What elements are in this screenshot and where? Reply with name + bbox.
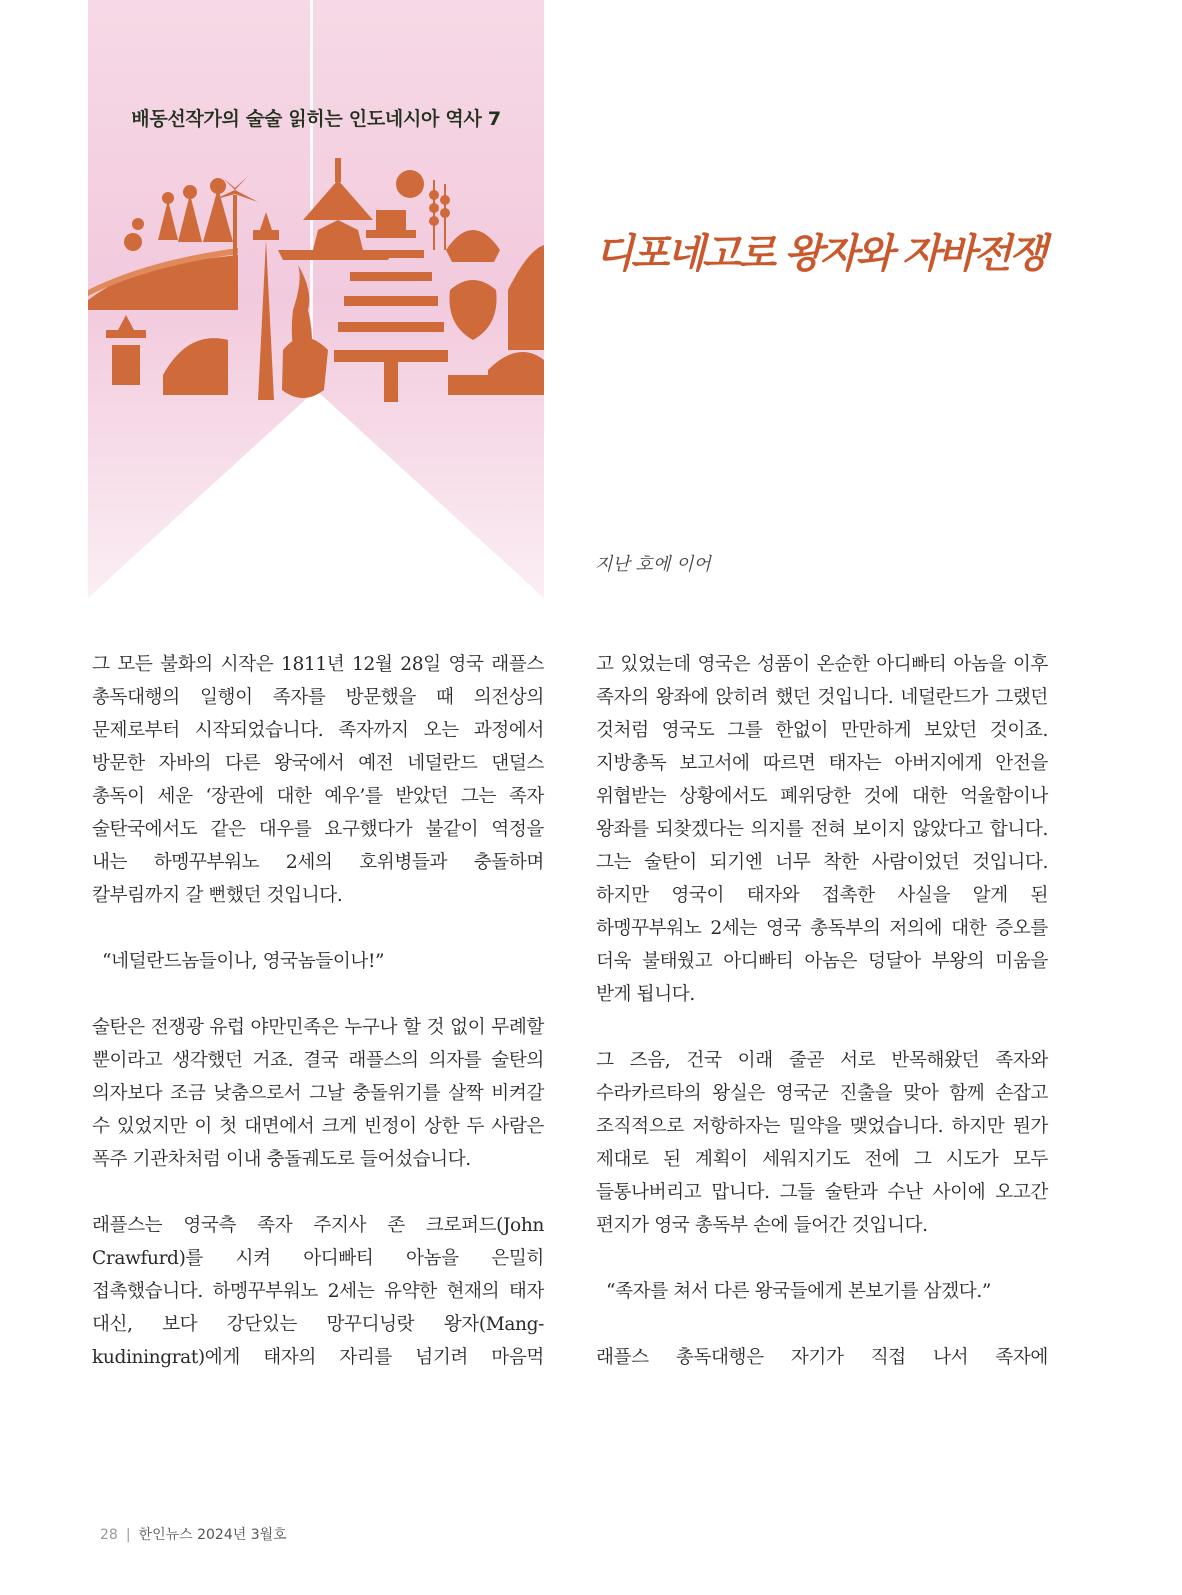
series-title: 배동선작가의 술술 읽히는 인도네시아 역사 7 xyxy=(131,108,501,130)
article-title: 디포네고로 왕자와 자바전쟁 xyxy=(595,231,1045,277)
paragraph: 래플스는 영국측 족자 주지사 존 크로퍼드(John Crawfurd)를 시켜 아디빠티 아놈을 은밀히 접촉했습니다. 하멩꾸부워노 2세는 유약한 현재의 태자 대신, 보다 강단있는 망꾸디닝랏 왕자(Mang-kudiningrat)에게 태자의 자리를 넘기려 마음먹 xyxy=(92,1215,544,1368)
continued-note: 지난 호에 이어 xyxy=(595,554,711,575)
indonesia-landmarks-illustration xyxy=(88,150,544,412)
paragraph: 그 모든 불화의 시작은 1811년 12월 28일 영국 래플스 총독대행의 일행이 족자를 방문했을 때 의전상의 문제로부터 시작되었습니다. 족자까지 오는 과정에서 방문한 자바의 다른 왕국에서 예전 네덜란드 댄덜스 총독이 세운 ‘장관에 대한 예우’를 받았던 그는 족자 술탄국에서도 같은 대우를 요구했다가 불같이 역정을 내는 하멩꾸부워노 2세의 호위병들과 충돌하며 칼부림까지 갈 뻔했던 것입니다. xyxy=(92,654,544,906)
page-footer xyxy=(100,1524,287,1544)
paragraph: 고 있었는데 영국은 성품이 온순한 아디빠티 아놈을 이후 족자의 왕좌에 앉히려 했던 것입니다. 네덜란드가 그랬던 것처럼 영국도 그를 한없이 만만하게 보았던 것이죠. 지방총독 보고서에 따르면 태자는 아버지에게 안전을 위협받는 상황에서도 폐위당한 것에 대한 억울함이나 왕좌를 되찾겠다는 의지를 전혀 보이지 않았다고 합니다. 그는 술탄이 되기엔 너무 착한 사람이었던 것입니다. 하지만 영국이 태자와 접촉한 사실을 알게 된 하멩꾸부워노 2세는 영국 총독부의 저의에 대한 증오를 더욱 불태웠고 아디빠티 아놈은 덩달아 부왕의 미움을 받게 됩니다. xyxy=(596,654,1048,1005)
quote: “족자를 쳐서 다른 왕국들에게 본보기를 삼겠다.” xyxy=(606,1281,991,1302)
publication-name: 한인뉴스 2024년 3월호 xyxy=(138,1527,287,1543)
paragraph: 술탄은 전쟁광 유럽 야만민족은 누구나 할 것 없이 무례할 뿐이라고 생각했던 거죠. 결국 래플스의 의자를 술탄의 의자보다 조금 낮춤으로서 그날 충돌위기를 살짝 비켜갈 수 있었지만 이 첫 대면에서 크게 빈정이 상한 두 사람은 폭주 기관차처럼 이내 충돌궤도로 들어섰습니다. xyxy=(92,1017,544,1170)
page-number: 28 xyxy=(100,1527,118,1543)
article-column-right xyxy=(596,648,1048,1374)
article-column-left xyxy=(92,648,544,1374)
paragraph: 그 즈음, 건국 이래 줄곧 서로 반목해왔던 족자와 수라카르타의 왕실은 영국군 진출을 맞아 함께 손잡고 조직적으로 저항하자는 밀약을 맺었습니다. 하지만 뭔가 제대로 된 계획이 세워지기도 전에 그 시도가 모두 들통나버리고 맙니다. 그들 술탄과 수난 사이에 오고간 편지가 영국 총독부 손에 들어간 것입니다. xyxy=(596,1050,1048,1236)
paragraph: 래플스 총독대행은 자기가 직접 나서 족자에 xyxy=(596,1347,1048,1368)
quote: “네덜란드놈들이나, 영국놈들이나!” xyxy=(102,951,385,972)
footer-separator: | xyxy=(125,1527,131,1543)
